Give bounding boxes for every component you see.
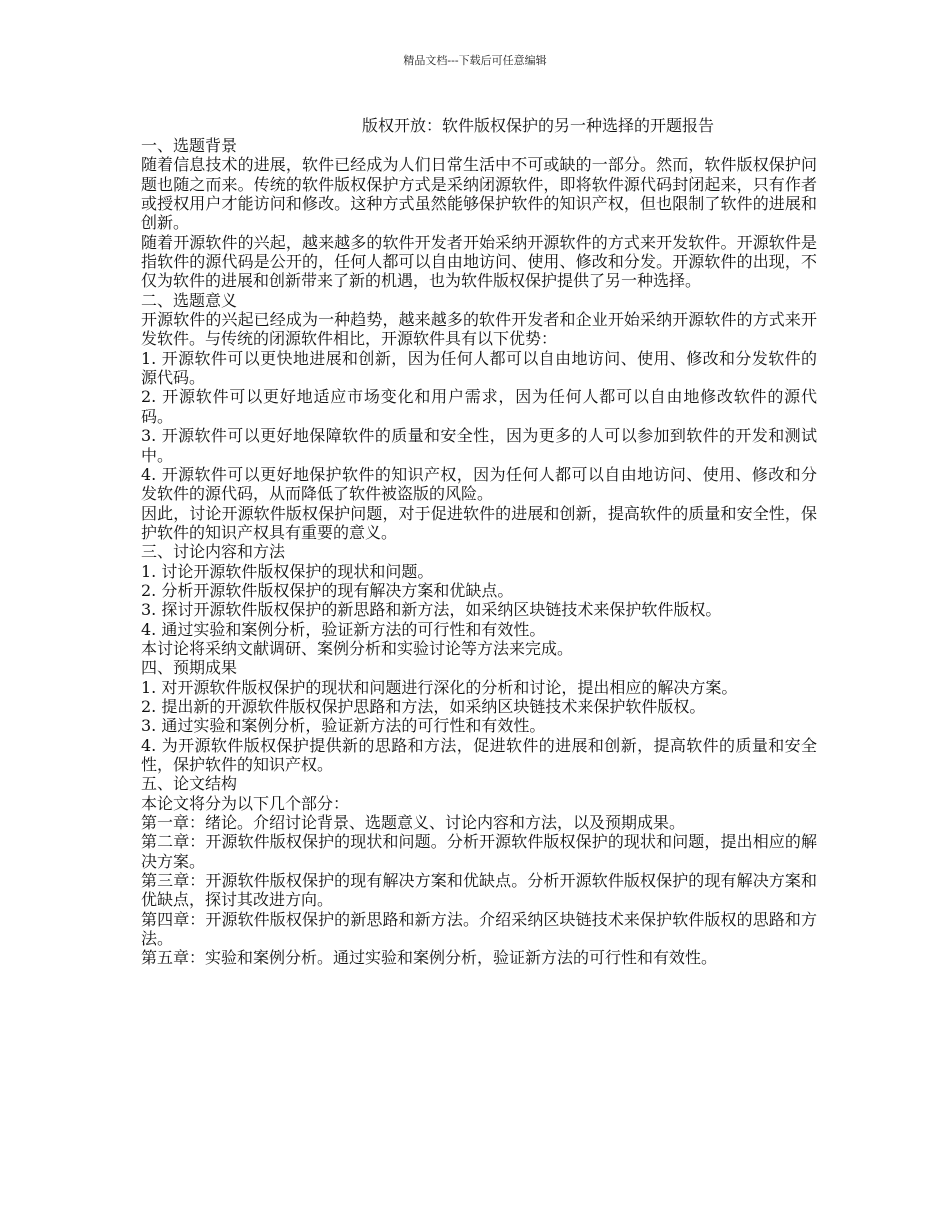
list-item-content-1: 1. 讨论开源软件版权保护的现状和问题。 bbox=[141, 561, 434, 581]
paragraph-significance-intro: 开源软件的兴起已经成为一种趋势，越来越多的软件开发者和企业开始采纳开源软件的方式来开发软件。与传统的闭源软件相比，开源软件具有以下优势： bbox=[141, 310, 817, 349]
list-item-result-1: 1. 对开源软件版权保护的现状和问题进行深化的分析和讨论，提出相应的解决方案。 bbox=[141, 677, 738, 697]
section-heading-background: 一、选题背景 bbox=[141, 136, 238, 155]
section-heading-significance: 二、选题意义 bbox=[141, 290, 238, 310]
chapter-3-summary: 第三章：开源软件版权保护的现有解决方案和优缺点。分析开源软件版权保护的现有解决方案和优缺点，探讨其改进方向。 bbox=[141, 871, 817, 910]
chapter-4-summary: 第四章：开源软件版权保护的新思路和新方法。介绍采纳区块链技术来保护软件版权的思路和方法。 bbox=[141, 909, 817, 949]
chapter-2-summary: 第二章：开源软件版权保护的现状和问题。分析开源软件版权保护的现状和问题，提出相应的解决方案。 bbox=[141, 832, 817, 871]
paragraph-significance-conclusion: 因此，讨论开源软件版权保护问题，对于促进软件的进展和创新，提高软件的质量和安全性，保护软件的知识产权具有重要的意义。 bbox=[141, 503, 817, 542]
paragraph-background-1: 随着信息技术的进展，软件已经成为人们日常生活中不可或缺的一部分。然而，软件版权保护问题也随之而来。传统的软件版权保护方式是采纳闭源软件，即将软件源代码封闭起来，只有作者或授权用户才能访问和修改。这种方式虽然能够保护软件的知识产权，但也限制了软件的进展和创新。 bbox=[141, 155, 817, 233]
list-item-advantage-2: 2. 开源软件可以更好地适应市场变化和用户需求，因为任何人都可以自由地修改软件的源代码。 bbox=[141, 387, 817, 426]
list-item-content-4: 4. 通过实验和案例分析，验证新方法的可行性和有效性。 bbox=[141, 619, 546, 639]
section-heading-expected-results: 四、预期成果 bbox=[141, 658, 238, 678]
paragraph-background-2: 随着开源软件的兴起，越来越多的软件开发者开始采纳开源软件的方式来开发软件。开源软件是指软件的源代码是公开的，任何人都可以自由地访问、使用、修改和分发。开源软件的出现，不仅为软件的进展和创新带来了新的机遇，也为软件版权保护提供了另一种选择。 bbox=[141, 232, 817, 291]
paragraph-methods: 本讨论将采纳文献调研、案例分析和实验讨论等方法来完成。 bbox=[141, 638, 574, 658]
list-item-advantage-4: 4. 开源软件可以更好地保护软件的知识产权，因为任何人都可以自由地访问、使用、修改和分发软件的源代码，从而降低了软件被盗版的风险。 bbox=[141, 464, 817, 504]
section-heading-structure: 五、论文结构 bbox=[141, 774, 238, 794]
list-item-result-2: 2. 提出新的开源软件版权保护思路和方法，如采纳区块链技术来保护软件版权。 bbox=[141, 696, 706, 716]
chapter-1-summary: 第一章：绪论。介绍讨论背景、选题意义、讨论内容和方法，以及预期成果。 bbox=[141, 813, 686, 833]
document-title: 版权开放：软件版权保护的另一种选择的开题报告 bbox=[362, 116, 715, 135]
section-heading-content-methods: 三、讨论内容和方法 bbox=[141, 542, 286, 562]
list-item-content-2: 2. 分析开源软件版权保护的现有解决方案和优缺点。 bbox=[141, 580, 514, 600]
list-item-advantage-1: 1. 开源软件可以更快地进展和创新，因为任何人都可以自由地访问、使用、修改和分发软件的源代码。 bbox=[141, 348, 817, 388]
chapter-5-summary: 第五章：实验和案例分析。通过实验和案例分析，验证新方法的可行性和有效性。 bbox=[141, 948, 718, 968]
paragraph-structure-intro: 本论文将分为以下几个部分： bbox=[141, 793, 350, 813]
list-item-result-4: 4. 为开源软件版权保护提供新的思路和方法，促进软件的进展和创新，提高软件的质量和安全性，保护软件的知识产权。 bbox=[141, 735, 817, 774]
list-item-result-3: 3. 通过实验和案例分析，验证新方法的可行性和有效性。 bbox=[141, 716, 546, 736]
list-item-advantage-3: 3. 开源软件可以更好地保障软件的质量和安全性，因为更多的人可以参加到软件的开发和测试中。 bbox=[141, 426, 817, 465]
list-item-content-3: 3. 探讨开源软件版权保护的新思路和新方法，如采纳区块链技术来保护软件版权。 bbox=[141, 600, 722, 620]
document-body bbox=[141, 136, 817, 968]
page-header-note: 精品文档---下载后可任意编辑 bbox=[403, 54, 547, 67]
